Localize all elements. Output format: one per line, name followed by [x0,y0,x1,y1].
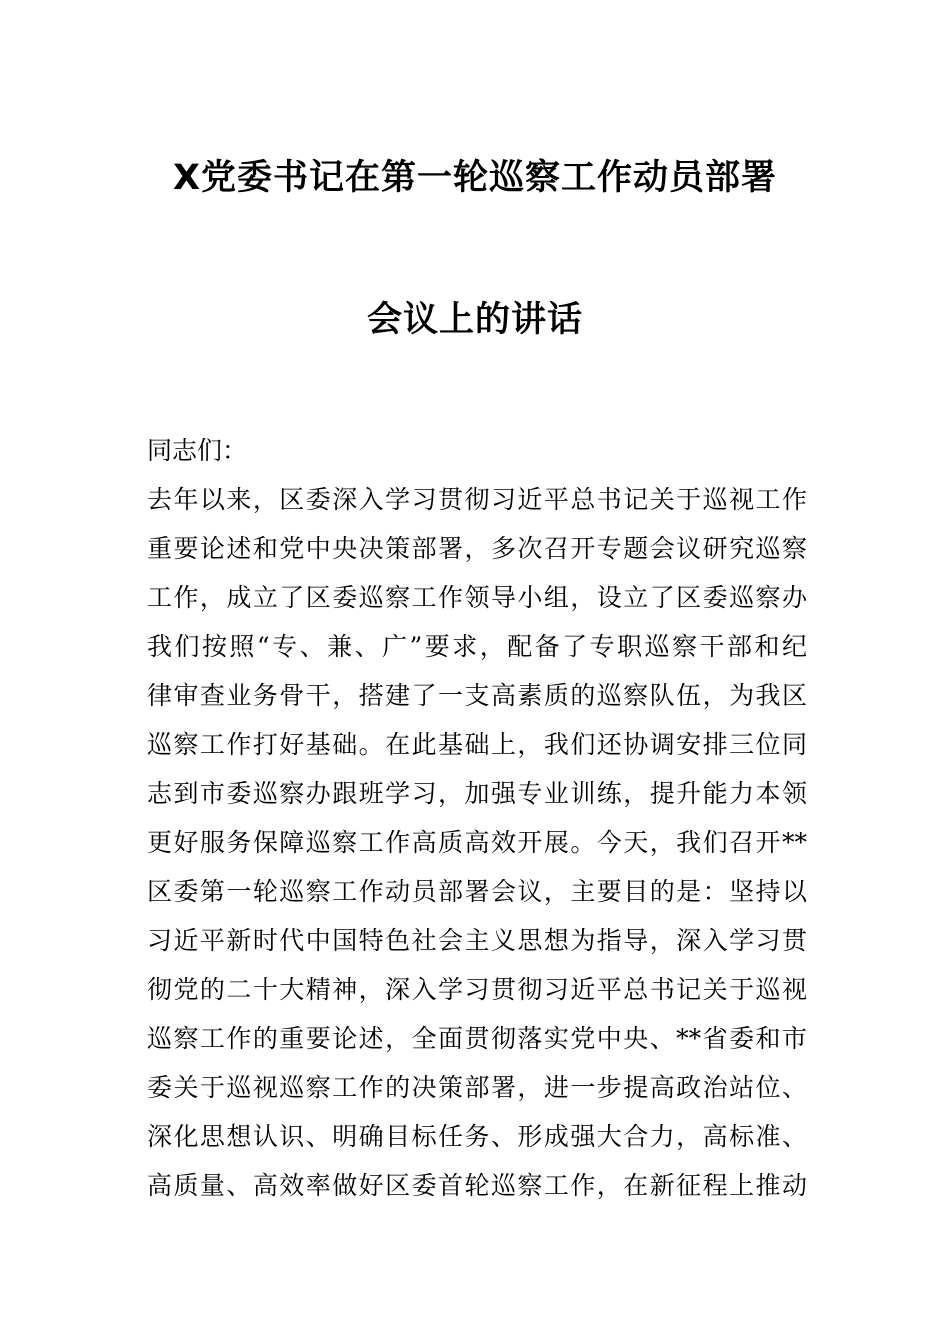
paragraph-line: 彻党的二十大精神，深入学习贯彻习近平总书记关于巡视 [147,975,807,1004]
paragraph-line: 高质量、高效率做好区委首轮巡察工作，在新征程上推动 [147,1171,807,1200]
speech-paragraph [147,475,807,1210]
paragraph-line: 去年以来，区委深入学习贯彻习近平总书记关于巡视工作 [147,485,807,514]
paragraph-line: 重要论述和党中央决策部署，多次召开专题会议研究巡察 [147,534,807,563]
paragraph-line: 我们按照“专、兼、广”要求，配备了专职巡察干部和纪 [147,632,807,661]
paragraph-line: 深化思想认识、明确目标任务、形成强大合力，高标准、 [147,1122,807,1151]
document-title-line-2: 会议上的讲话 [366,300,583,340]
paragraph-line: 习近平新时代中国特色社会主义思想为指导，深入学习贯 [147,926,807,955]
paragraph-line: 区委第一轮巡察工作动员部署会议，主要目的是：坚持以 [147,877,807,906]
paragraph-line: 委关于巡视巡察工作的决策部署，进一步提高政治站位、 [147,1073,807,1102]
document-title-line-1: X党委书记在第一轮巡察工作动员部署 [173,158,777,198]
paragraph-line: 志到市委巡察办跟班学习，加强专业训练，提升能力本领 [147,779,807,808]
paragraph-line: 工作，成立了区委巡察工作领导小组，设立了区委巡察办 [147,583,807,612]
paragraph-line: 巡察工作打好基础。在此基础上，我们还协调安排三位同 [147,730,807,759]
paragraph-line: 巡察工作的重要论述，全面贯彻落实党中央、**省委和市 [147,1024,807,1053]
paragraph-line: 律审查业务骨干，搭建了一支高素质的巡察队伍，为我区 [147,681,807,710]
salutation: 同志们： [147,436,248,465]
paragraph-line: 更好服务保障巡察工作高质高效开展。今天，我们召开** [147,828,807,857]
